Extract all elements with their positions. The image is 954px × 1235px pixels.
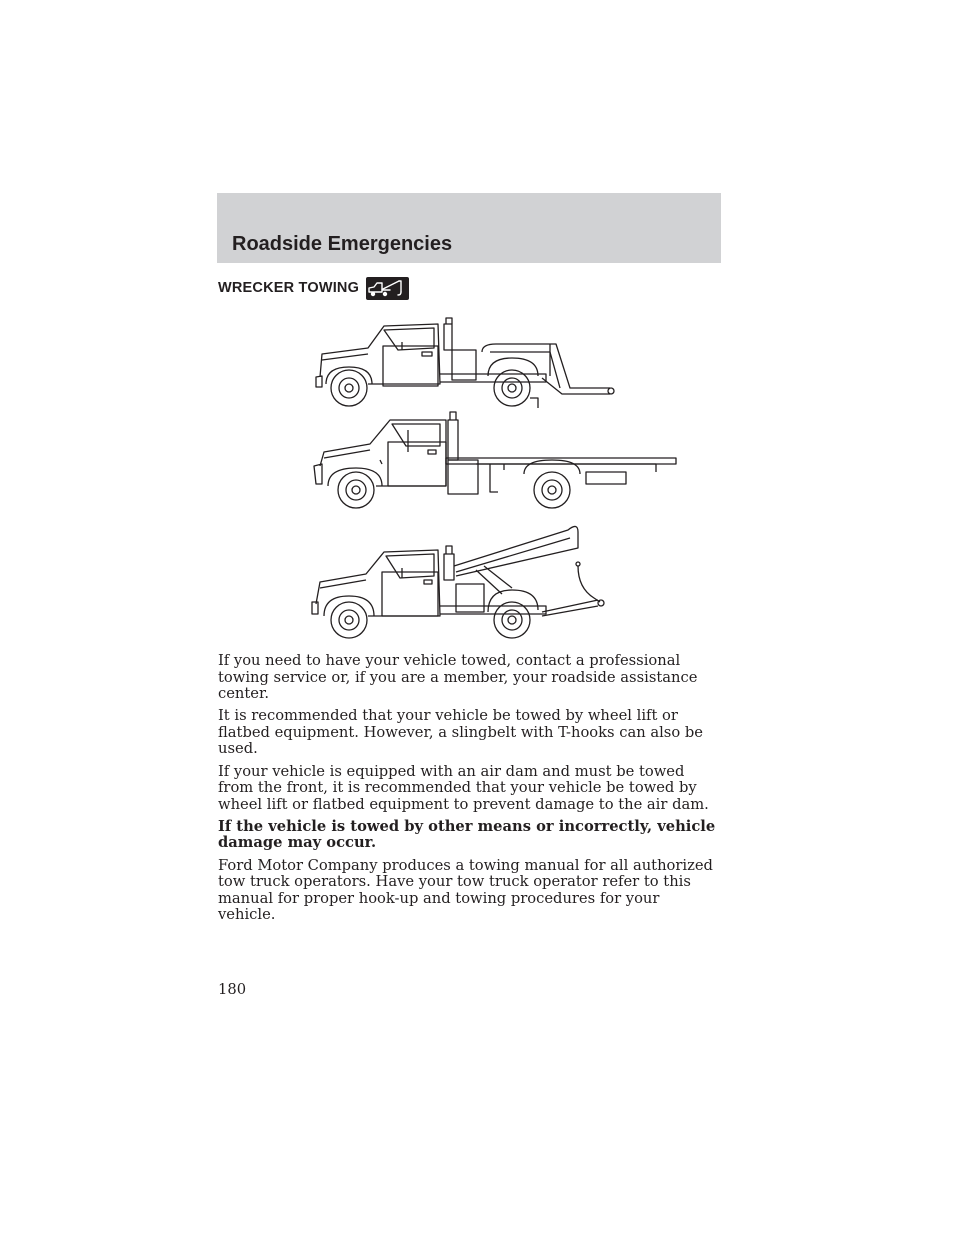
body-text: [218, 653, 718, 929]
boom-wrecker-tow-truck-illustration: [306, 516, 616, 640]
paragraph-recommended-equipment: It is recommended that your vehicle be towed by wheel lift or flatbed equipment. However, a slingbelt with T-hooks can also be used.: [218, 707, 703, 758]
paragraph-damage-warning: If the vehicle is towed by other means or incorrectly, vehicle damage may occur.: [218, 817, 716, 852]
paragraph-towing-manual: Ford Motor Company produces a towing manual for all authorized tow truck operators. Have your tow truck operator refer to this manual for proper hook-up and towing procedures for your vehicle.: [218, 856, 713, 924]
paragraph-tow-service: If you need to have your vehicle towed, contact a professional towing service or, if you are a member, your roadside assistance center.: [218, 652, 698, 703]
tow-truck-icon: [366, 277, 409, 300]
section-header-band: [217, 193, 721, 263]
wheel-lift-tow-truck-illustration: [306, 312, 626, 412]
paragraph-air-dam: If your vehicle is equipped with an air dam and must be towed from the front, it is recommended that your vehicle be towed by wheel lift or flatbed equipment to prevent damage to the air dam.: [218, 762, 709, 813]
section-heading: [218, 276, 409, 300]
page-title: Roadside Emergencies: [232, 233, 453, 255]
flatbed-tow-truck-illustration: [306, 408, 686, 514]
page-number: 180: [218, 981, 247, 998]
section-heading-text: WRECKER TOWING: [218, 280, 360, 296]
